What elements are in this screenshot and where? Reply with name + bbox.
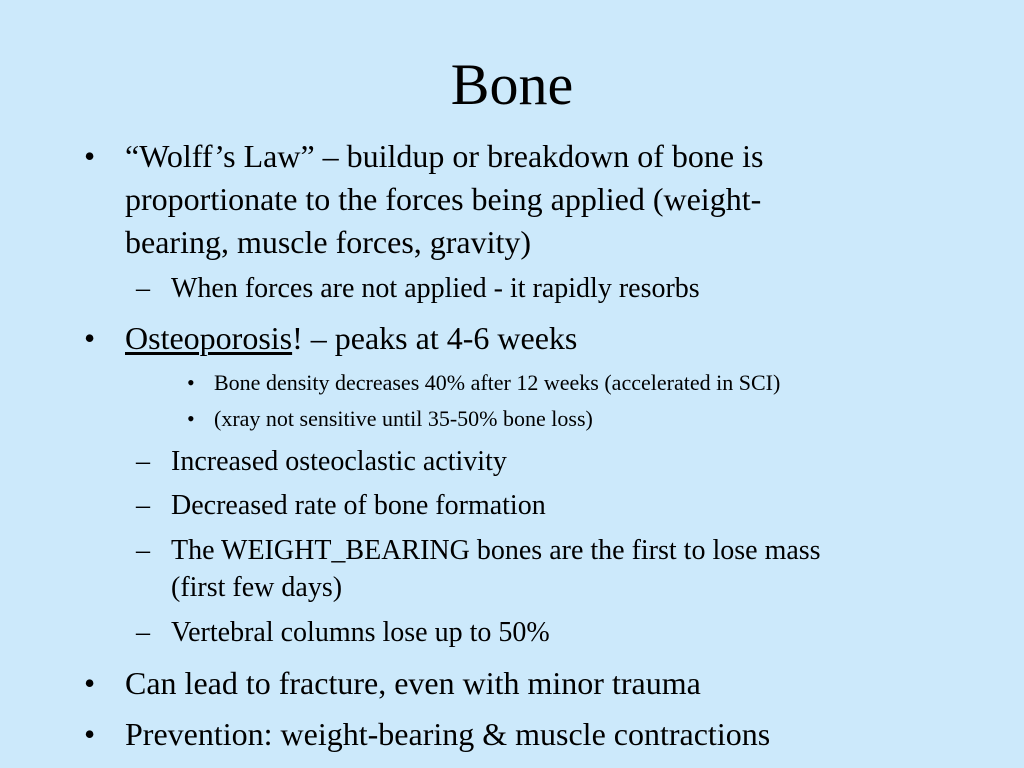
dash-icon: – [136,446,150,477]
bullet-icon: • [84,320,96,356]
bullet-text-line [125,317,577,359]
bullet-text-line: bearing, muscle forces, gravity) [125,224,532,260]
sub-sub-bullet-text: Bone density decreases 40% after 12 weeks (accelerated in SCI) [214,370,781,395]
osteoporosis-link[interactable]: Osteoporosis [125,320,293,356]
sub-bullet-text: Increased osteoclastic activity [171,446,507,477]
sub-bullet-text: Vertebral columns lose up to 50% [171,617,550,648]
dash-icon: – [136,490,150,521]
bullet-text-line: “Wolff’s Law” – buildup or breakdown of bone is [125,138,764,174]
bullet-text-rest: ! – peaks at 4-6 weeks [292,320,578,356]
bullet-text-line: Can lead to fracture, even with minor trauma [125,665,701,701]
slide-title: Bone [450,52,574,117]
sub-bullet-text: When forces are not applied - it rapidly resorbs [171,273,700,304]
dash-icon: – [136,617,150,648]
bullet-icon: • [84,665,96,701]
bullet-icon: • [84,138,96,174]
dash-icon: – [136,535,150,566]
bullet-icon: • [187,370,195,395]
bullet-icon: • [187,406,195,431]
sub-bullet-text: Decreased rate of bone formation [171,490,546,521]
sub-bullet-text: The WEIGHT_BEARING bones are the first to lose mass [171,535,821,566]
sub-bullet-text: (first few days) [171,572,343,603]
bullet-text-line: Prevention: weight-bearing & muscle contractions [125,716,771,752]
bullet-icon: • [84,716,96,752]
dash-icon: – [136,273,150,304]
bullet-text-line: proportionate to the forces being applied (weight- [125,181,762,217]
sub-sub-bullet-text: (xray not sensitive until 35-50% bone loss) [214,406,593,431]
